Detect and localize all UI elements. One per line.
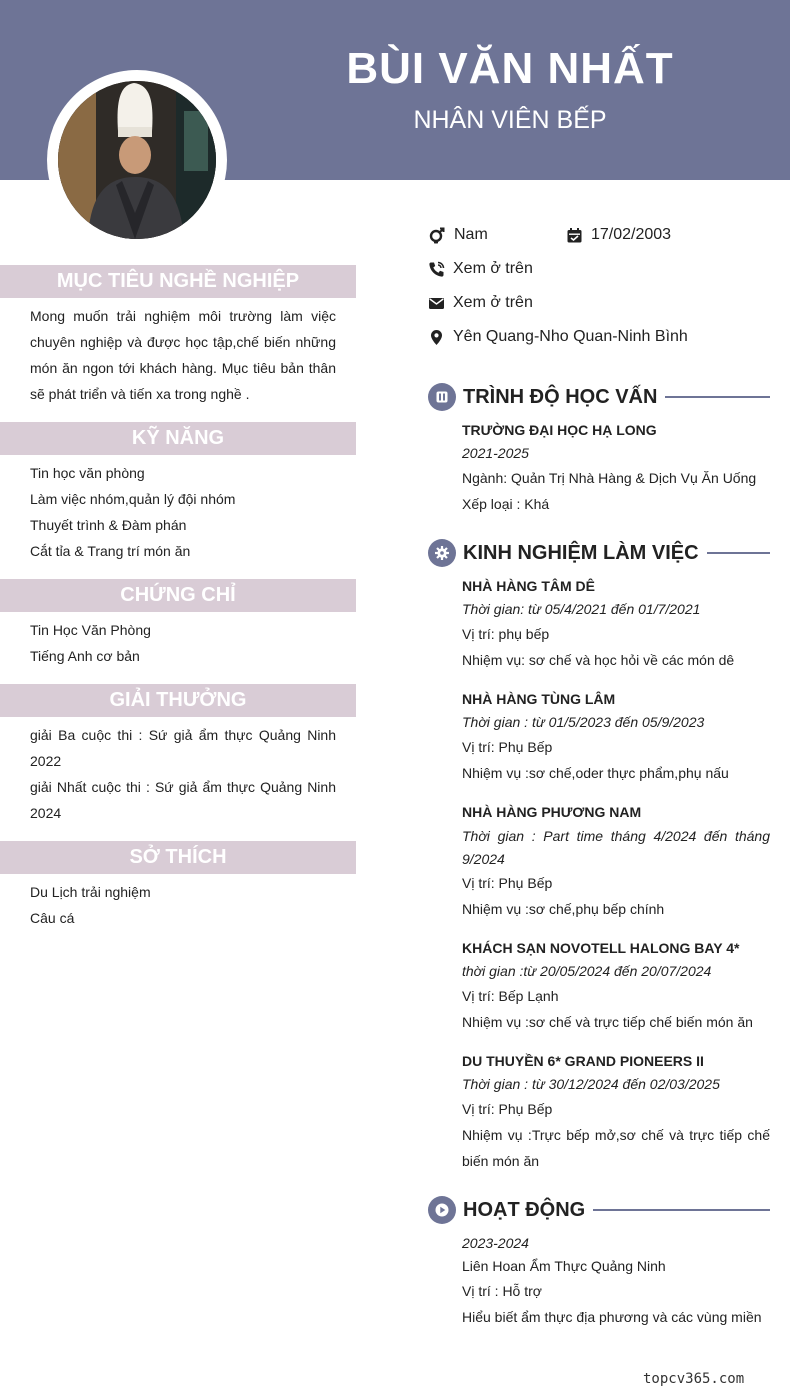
email-info [428,294,533,312]
section-education-title: TRÌNH ĐỘ HỌC VẤN [463,385,658,408]
candidate-name: BÙI VĂN NHẤT [346,44,674,93]
section-certificates-title: CHỨNG CHỈ [0,579,356,612]
address-info [428,328,688,346]
gear-icon [428,539,456,567]
job-duty: Nhiệm vụ :sơ chế,oder thực phẩm,phụ nấu [462,765,729,781]
job-time: Thời gian : Part time tháng 4/2024 đến tháng 9/2024 [462,828,770,867]
list-item: Làm việc nhóm,quản lý đội nhóm [30,491,236,507]
watermark: topcv365.com [643,1371,745,1387]
section-experience-header [428,538,770,568]
play-icon [428,1196,456,1224]
list-item: Thuyết trình & Đàm phán [30,517,187,533]
section-divider [707,552,770,554]
job-position: Vị trí: Phụ Bếp [462,1101,553,1117]
section-divider [593,1209,770,1211]
school-name: TRƯỜNG ĐẠI HỌC HẠ LONG [462,422,657,438]
job-company: NHÀ HÀNG TÂM DÊ [462,578,595,594]
job-time: Thời gian : từ 30/12/2024 đến 02/03/2025 [462,1076,720,1092]
birthday-info [566,226,671,244]
job-duty: Nhiệm vụ: sơ chế và học hỏi về các món dê [462,652,735,668]
address-value: Yên Quang-Nho Quan-Ninh Bình [453,328,688,345]
list-item: Câu cá [30,910,75,926]
gender-value: Nam [454,226,488,243]
location-pin-icon [428,329,445,346]
section-hobbies-title: SỞ THÍCH [0,841,356,874]
avatar [58,81,216,239]
list-item: Tiếng Anh cơ bản [30,648,140,664]
birthday-value: 17/02/2003 [591,226,672,243]
job-position: Vị trí: Bếp Lạnh [462,988,559,1004]
job-duty: Nhiệm vụ :Trực bếp mở,sơ chế và trực tiếp chế biến món ăn [462,1127,770,1169]
activity-period: 2023-2024 [462,1235,529,1251]
section-awards-title: GIẢI THƯỞNG [0,684,356,717]
job-duty: Nhiệm vụ :sơ chế,phụ bếp chính [462,901,665,917]
education-major: Ngành: Quản Trị Nhà Hàng & Dịch Vụ Ăn Uống [462,470,757,486]
skills-list [30,460,336,564]
section-objective-title: MỤC TIÊU NGHỀ NGHIỆP [0,265,356,298]
email-value: Xem ở trên [453,294,533,311]
hobbies-list [30,879,336,931]
section-education-header [428,382,770,412]
job-company: NHÀ HÀNG PHƯƠNG NAM [462,804,642,820]
activity-event: Liên Hoan Ẩm Thực Quảng Ninh [462,1258,666,1274]
job-time: Thời gian: từ 05/4/2021 đến 01/7/2021 [462,601,701,617]
phone-value: Xem ở trên [453,260,533,277]
job-time: Thời gian : từ 01/5/2023 đến 05/9/2023 [462,714,705,730]
phone-info [428,260,533,278]
job-duty: Nhiệm vụ :sơ chế và trực tiếp chế biến món ăn [462,1014,753,1030]
education-period: 2021-2025 [462,445,529,461]
job-company: KHÁCH SẠN NOVOTELL HALONG BAY 4* [462,940,740,956]
job-position: Vị trí: Phụ Bếp [462,875,553,891]
job-company: DU THUYỀN 6* GRAND PIONEERS II [462,1053,704,1069]
job-position: Vị trí: Phụ Bếp [462,739,553,755]
activity-note: Hiểu biết ẩm thực địa phương và các vùng miền [462,1309,762,1325]
section-activities-title: HOẠT ĐỘNG [463,1198,586,1221]
education-grade: Xếp loại : Khá [462,496,550,512]
list-item: Tin học văn phòng [30,465,145,481]
section-experience-title: KINH NGHIỆM LÀM VIỆC [463,541,699,564]
objective-text: Mong muốn trải nghiệm môi trường làm việc chuyên nghiệp và được học tập,chế biến những món ăn ngon tới khách hàng. Mục tiêu bản thân sẽ phát triển và tiến xa trong nghề . [30,308,336,402]
job-title: NHÂN VIÊN BẾP [413,106,607,134]
activity-role: Vị trí : Hỗ trợ [462,1283,542,1299]
list-item: giải Nhất cuộc thi : Sứ giả ẩm thực Quảng Ninh 2024 [30,779,336,821]
list-item: Cắt tỉa & Trang trí món ăn [30,543,191,559]
envelope-icon [428,295,445,312]
job-company: NHÀ HÀNG TÙNG LÂM [462,691,616,707]
book-icon [428,383,456,411]
gender-info [428,226,488,244]
job-position: Vị trí: phụ bếp [462,626,550,642]
section-activities-header [428,1195,770,1225]
awards-list [30,722,336,826]
calendar-icon [566,227,583,244]
section-skills-title: KỸ NĂNG [0,422,356,455]
gender-icon [428,226,446,244]
job-time: thời gian :từ 20/05/2024 đến 20/07/2024 [462,963,712,979]
list-item: giải Ba cuộc thi : Sứ giả ẩm thực Quảng Ninh 2022 [30,727,336,769]
list-item: Tin Học Văn Phòng [30,622,151,638]
phone-icon [428,261,445,278]
certificates-list [30,617,336,669]
list-item: Du Lịch trải nghiệm [30,884,151,900]
section-divider [665,396,770,398]
